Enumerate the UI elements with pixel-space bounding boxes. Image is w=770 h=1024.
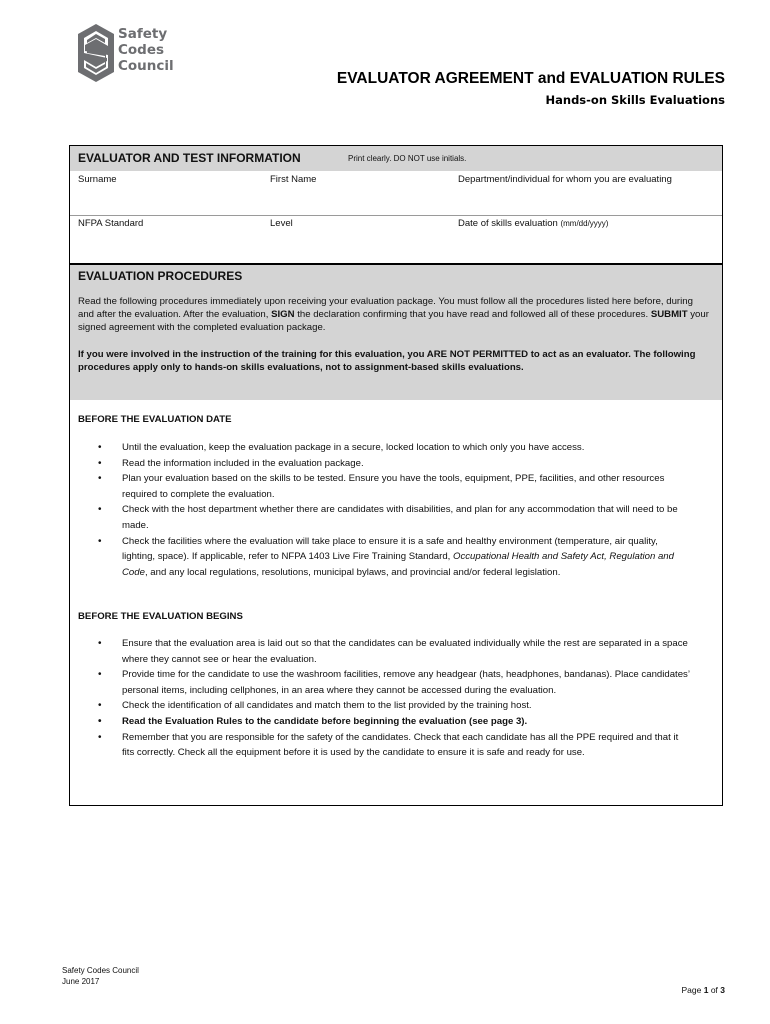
page-current: 1 [703,985,709,995]
list-item: • Plan your evaluation based on the skills to be tested. Ensure you have the tools, equipment, PPE, facilities, and other resources required to complete the evaluation. [70,471,690,502]
sign-emphasis: SIGN [271,309,295,320]
list-item [70,534,690,581]
info-row-2 [70,215,722,265]
page-of: of [708,985,721,995]
form-frame [69,145,723,806]
document-subtitle: Hands-on Skills Evaluations [545,93,725,107]
footer-date: June 2017 [62,977,100,986]
logo-wordmark [118,26,174,74]
logo-line-1: Safety [118,26,168,42]
first-name-field[interactable]: First Name [270,174,317,185]
footer-left [62,965,139,987]
ohs-act-reference: Occupational Health and Safety Act, Regulation and Code [122,551,674,578]
page-number [682,985,726,995]
page-prefix: Page [681,985,704,995]
safety-codes-council-logo-icon [76,22,120,84]
footer-org: Safety Codes Council [62,966,139,975]
document-title: EVALUATOR AGREEMENT and EVALUATION RULES [336,70,725,87]
procedures-intro-part-3: your signed agreement with the completed evaluation package. [78,309,709,333]
before-begins-heading: BEFORE THE EVALUATION BEGINS [78,611,243,622]
list-item-text: , and any local regulations, resolutions, municipal bylaws, and provincial and/or federal legislation. [144,566,561,578]
procedures-section-header [70,265,722,400]
surname-field[interactable]: Surname [78,174,117,185]
info-section-header [70,146,722,171]
info-section-note: Print clearly. DO NOT use initials. [348,154,467,163]
level-field[interactable]: Level [270,218,293,229]
list-item: • Read the information included in the evaluation package. [70,456,690,472]
page-total: 3 [720,985,725,995]
list-item: • Check the identification of all candidates and match them to the list provided by the training host. [70,698,690,714]
before-date-list [70,440,690,580]
evaluation-date-format: (mm/dd/yyyy) [560,219,609,228]
evaluation-date-label: Date of skills evaluation [458,218,558,229]
list-item-text: Check the facilities where the evaluation will take place to ensure it is a safe and healthy environment (temperature, air quality, lighting, space). If applicable, refer to NFPA 1403 Live Fire Training Standard, [122,535,658,563]
evaluation-date-field[interactable] [458,218,608,229]
list-item: • Provide time for the candidate to use the washroom facilities, remove any headgear (hats, headphones, bandanas). Place candidates’ personal items, including cellphones, in an area where they cannot be accessed during the evaluation. [70,667,690,698]
procedures-warning: If you were involved in the instruction of the training for this evaluation, you ARE NOT PERMITTED to act as an evaluator. The following procedures apply only to hands-on skills evaluations, not to assignment-based skills evaluations. [78,349,696,373]
procedures-intro-part-2: the declaration confirming that you have read and followed all of these procedures. [294,309,651,320]
department-field[interactable]: Department/individual for whom you are evaluating [458,174,672,185]
list-item: • Remember that you are responsible for the safety of the candidates. Check that each candidate has all the PPE required and that it fits correctly. Check all the equipment before it is used by the candidate to ensure it is safe and ready for use. [70,730,690,761]
before-date-heading: BEFORE THE EVALUATION DATE [78,414,232,425]
list-item: • Until the evaluation, keep the evaluation package in a secure, locked location to which only you have access. [70,440,690,456]
logo-line-3: Council [118,58,174,74]
procedures-heading: EVALUATION PROCEDURES [78,269,243,283]
before-begins-list [70,636,690,761]
procedures-intro [78,295,710,334]
info-row-1 [70,171,722,216]
procedures-intro-part-1: Read the following procedures immediately upon receiving your evaluation package. You must follow all the procedures listed here before, during and after the evaluation. After the evaluation, [78,296,693,320]
list-item: • Check with the host department whether there are candidates with disabilities, and plan for any accommodation that will need to be made. [70,502,690,533]
submit-emphasis: SUBMIT [650,309,688,320]
info-section-heading: EVALUATOR AND TEST INFORMATION [78,151,301,165]
logo [76,22,206,84]
nfpa-standard-field[interactable]: NFPA Standard [78,218,144,229]
list-item: • Read the Evaluation Rules to the candidate before beginning the evaluation (see page 3). [70,714,690,730]
list-item: • Ensure that the evaluation area is laid out so that the candidates can be evaluated individually while the rest are separated in a space where they cannot see or hear the evaluation. [70,636,690,667]
logo-line-2: Codes [118,42,165,58]
